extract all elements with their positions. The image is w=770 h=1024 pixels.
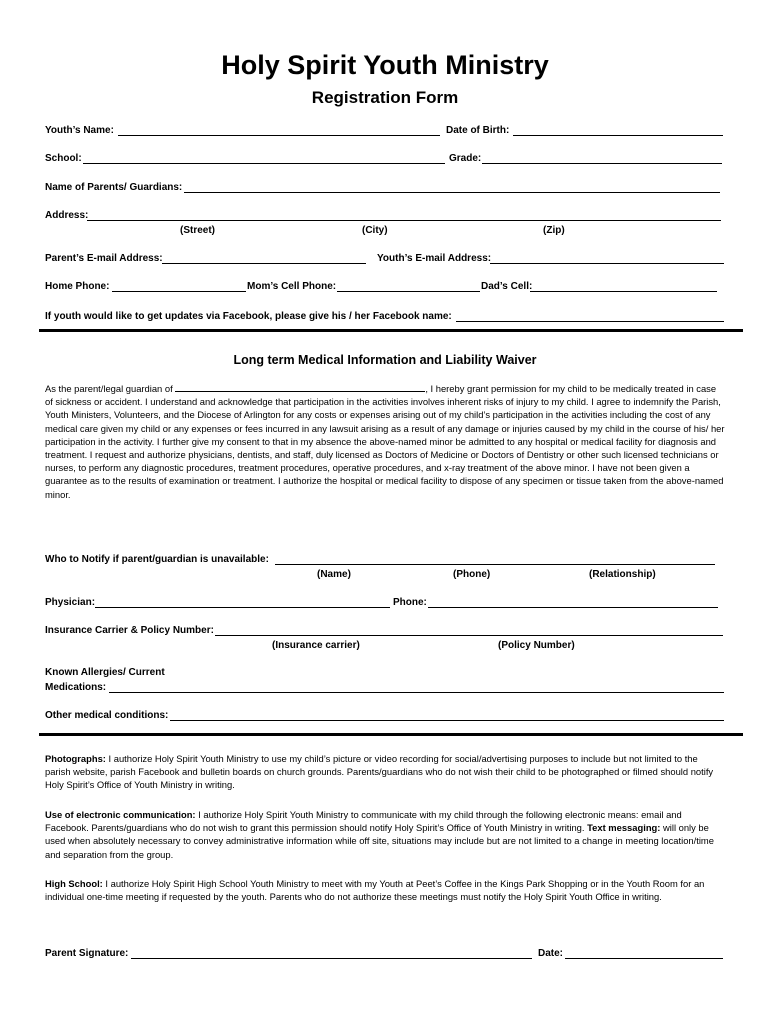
home-phone-label: Home Phone: — [45, 281, 110, 292]
photographs-paragraph: Photographs: I authorize Holy Spirit Youth Ministry to use my child’s picture or video recording for social/advertising purposes to include but not limited to the parish website, parish Facebook and bulletin boards on church grounds. Parents/guardians who do not wish their child to be photographed or filmed should notify Holy Spirit’s Office of Youth Ministry in writing. — [45, 753, 714, 791]
address-field[interactable] — [87, 220, 721, 221]
signature-date-label: Date: — [538, 948, 564, 959]
policy-number-sublabel: (Policy Number) — [498, 640, 575, 651]
parents-label: Name of Parents/ Guardians: — [45, 182, 183, 193]
dob-label: Date of Birth: — [446, 125, 510, 136]
notify-phone-sublabel: (Phone) — [453, 569, 491, 580]
school-field[interactable] — [83, 163, 445, 164]
grade-field[interactable] — [482, 163, 722, 164]
youth-email-field[interactable] — [490, 263, 724, 264]
notify-label: Who to Notify if parent/guardian is unavailable: — [45, 554, 269, 565]
parent-signature-label: Parent Signature: — [45, 948, 129, 959]
section-divider-2 — [39, 733, 743, 736]
youth-name-label: Youth’s Name: — [45, 125, 114, 136]
allergies-label-line2: Medications: — [45, 682, 107, 693]
notify-field[interactable] — [275, 564, 715, 565]
parent-email-field[interactable] — [162, 263, 366, 264]
waiver-paragraph: As the parent/legal guardian of , I hereby grant permission for my child to be medically treated in case of sickness or accident. I understand and acknowledge that participation in the activities involves inherent risks of injury to my child. I agree to indemnify the Parish, Youth Ministers, Volunteers, and the Diocese of Arlington for any costs or expenses arising out of my child’s participation in the activities including the cost of any medical care given my child or any expenses or fees incurred in any lawsuit arising as a result of any damage or injuries caused by my child in the course of his/ her participation in the activity. I further give my consent to that in my absence the above-named minor be admitted to any hospital or medical facility for diagnosis and treatment. I request and authorize physicians, dentists, and staff, duly licensed as Doctors of Medicine or Doctors of Dentistry or other such licensed technicians or nurses, to perform any diagnostic procedures, treatment procedures, operative procedures, and x-ray treatment of the above minor. I have not been given a guarantee as to the results of examination or treatment. I authorize the hospital or medical facility to dispose of any specimen or tissue taken from the above-named minor. — [45, 383, 725, 500]
allergies-field[interactable] — [109, 692, 724, 693]
street-sublabel: (Street) — [180, 225, 216, 236]
school-label: School: — [45, 153, 82, 164]
facebook-field[interactable] — [456, 321, 724, 322]
parent-email-label: Parent’s E-mail Address: — [45, 253, 163, 264]
allergies-label-line1: Known Allergies/ Current — [45, 667, 165, 678]
physician-label: Physician: — [45, 597, 96, 608]
parents-field[interactable] — [184, 192, 720, 193]
youth-name-field[interactable] — [118, 135, 440, 136]
dad-cell-field[interactable] — [530, 291, 717, 292]
signature-date-field[interactable] — [565, 958, 723, 959]
other-conditions-label: Other medical conditions: — [45, 710, 169, 721]
facebook-label: If youth would like to get updates via Facebook, please give his / her Facebook name: — [45, 311, 452, 322]
insurance-field[interactable] — [215, 635, 723, 636]
dad-cell-label: Dad’s Cell: — [481, 281, 533, 292]
grade-label: Grade: — [449, 153, 482, 164]
child-name-field[interactable] — [175, 382, 425, 392]
high-school-paragraph: High School: I authorize Holy Spirit High School Youth Ministry to meet with my Youth at Peet’s Coffee in the Kings Park Shopping or in the Youth Room for an individual one-time meeting if requested by the youth. Parents who do not authorize these meetings must notify the Holy Spirit Youth Office in writing. — [45, 878, 705, 903]
page-title: Holy Spirit Youth Ministry — [221, 50, 549, 80]
physician-phone-field[interactable] — [428, 607, 718, 608]
mom-cell-field[interactable] — [337, 291, 480, 292]
physician-field[interactable] — [95, 607, 390, 608]
mom-cell-label: Mom’s Cell Phone: — [247, 281, 337, 292]
form-subtitle: Registration Form — [311, 88, 459, 107]
section-divider — [39, 329, 743, 332]
physician-phone-label: Phone: — [393, 597, 427, 608]
zip-sublabel: (Zip) — [543, 225, 565, 236]
parent-signature-field[interactable] — [131, 958, 532, 959]
other-conditions-field[interactable] — [170, 720, 724, 721]
home-phone-field[interactable] — [112, 291, 246, 292]
dob-field[interactable] — [513, 135, 723, 136]
insurance-label: Insurance Carrier & Policy Number: — [45, 625, 214, 636]
address-label: Address: — [45, 210, 89, 221]
waiver-heading: Long term Medical Information and Liability Waiver — [233, 353, 537, 367]
insurance-carrier-sublabel: (Insurance carrier) — [272, 640, 360, 651]
youth-email-label: Youth’s E-mail Address: — [377, 253, 492, 264]
city-sublabel: (City) — [362, 225, 388, 236]
notify-name-sublabel: (Name) — [317, 569, 351, 580]
electronic-communication-paragraph: Use of electronic communication: I authorize Holy Spirit Youth Ministry to communicate with my child through the following electronic means: email and Facebook. Parents/guardians who do not wish to grant this permission should notify Holy Spirit’s Office of Youth Ministry in writing. Text messaging: will only be used when absolutely necessary to convey administrative information while off site, situations may include but are not limited to a change in meeting location/time and separation from the group. — [45, 809, 714, 860]
notify-relationship-sublabel: (Relationship) — [589, 569, 656, 580]
